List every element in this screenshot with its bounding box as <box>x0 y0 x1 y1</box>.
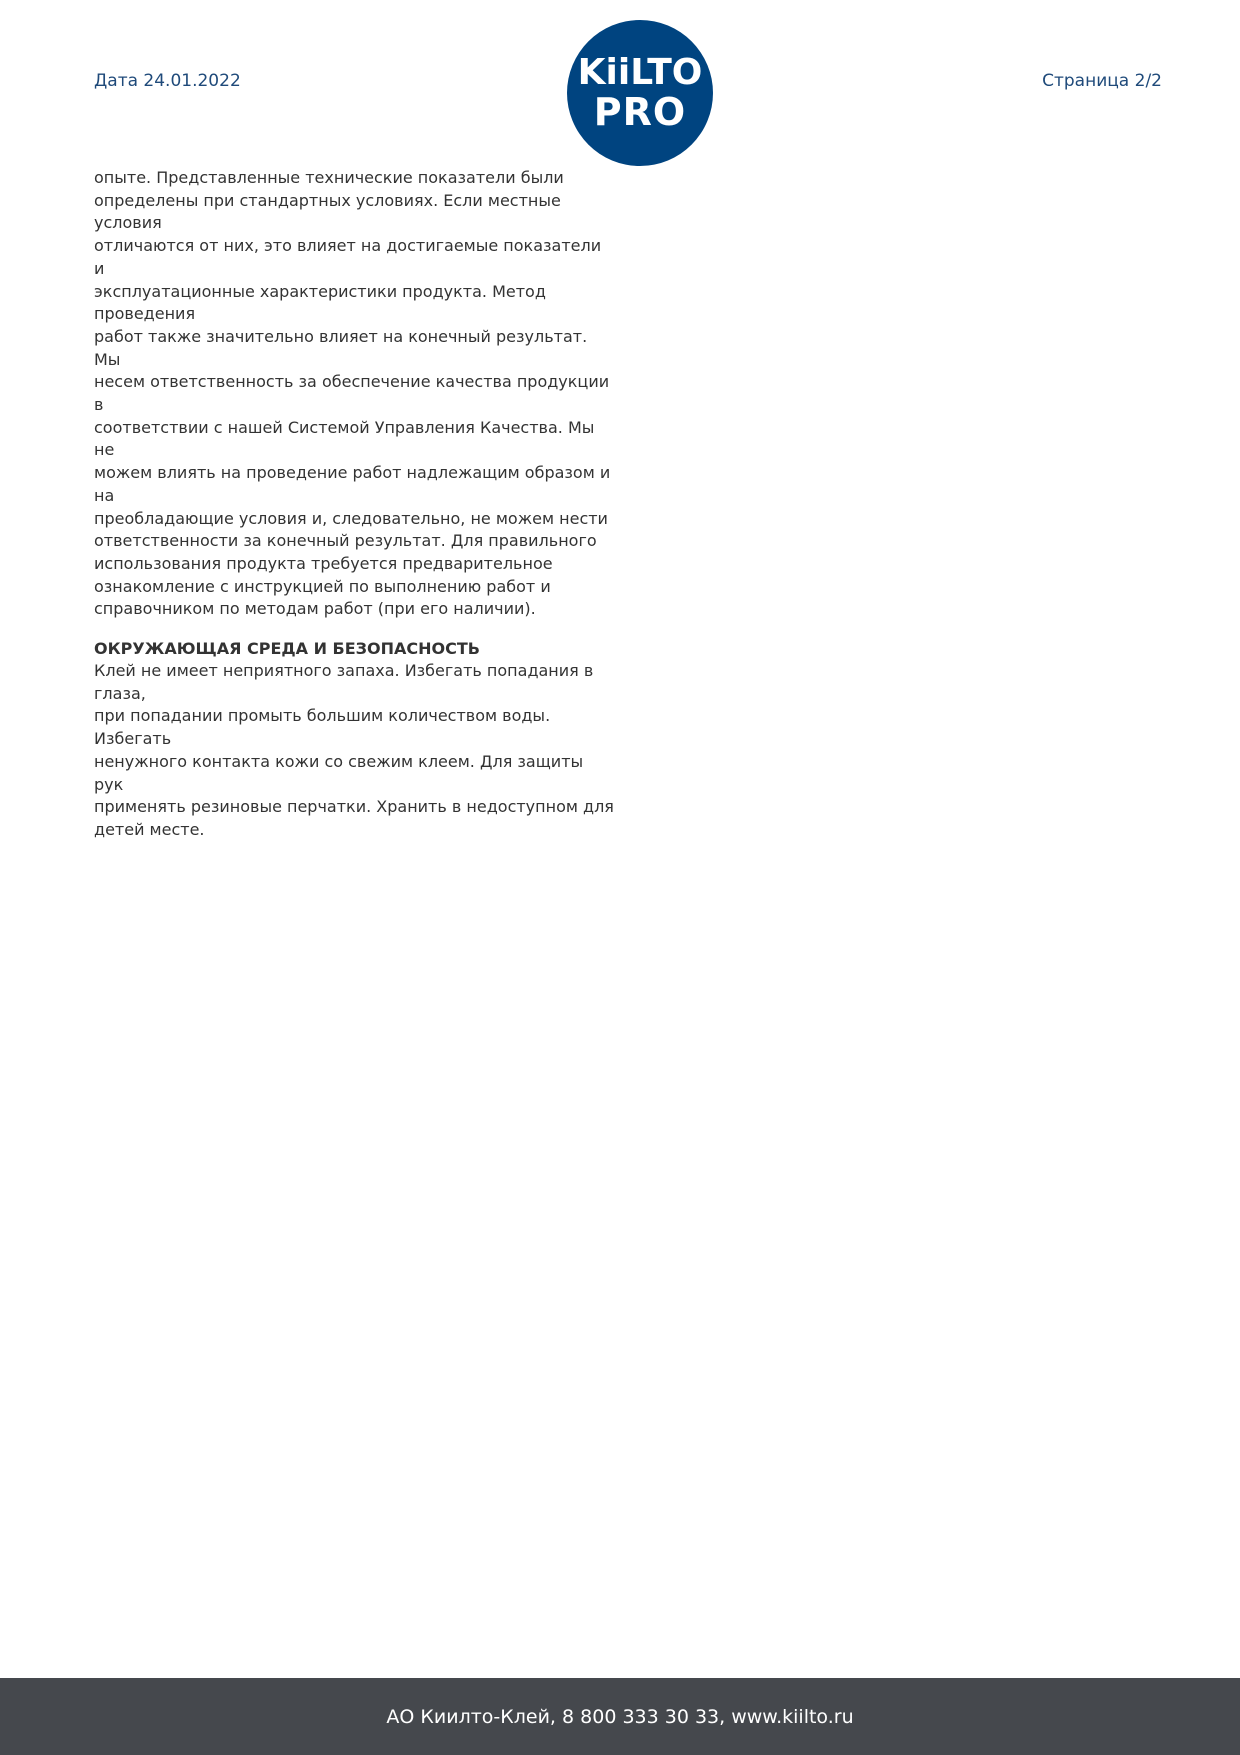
logo-text-line2: PRO <box>593 90 687 134</box>
footer-bar <box>0 1678 1240 1755</box>
body-paragraph-safety: Клей не имеет неприятного запаха. Избегать попадания в глаза, при попадании промыть большим количеством воды. Избегать ненужного контакта кожи со свежим клеем. Для защиты рук применять резиновые перчатки. Хранить в недоступном для детей месте. <box>94 661 614 839</box>
footer-contact-text: АО Киилто-Клей, 8 800 333 30 33, www.kiilto.ru <box>386 1705 854 1728</box>
page-number: Страница 2/2 <box>1042 71 1162 91</box>
section-heading-environment-safety: ОКРУЖАЮЩАЯ СРЕДА И БЕЗОПАСНОСТЬ <box>94 639 480 659</box>
logo-text-line1: KiiLTO <box>577 52 703 93</box>
document-body <box>94 167 614 842</box>
document-date: Дата 24.01.2022 <box>94 71 241 91</box>
body-paragraph-quality: опыте. Представленные технические показатели были определены при стандартных условиях. Если местные условия отличаются от них, это влияет на достигаемые показатели и эксплуатационные характеристики продукта. Метод проведения работ также значительно влияет на конечный результат. Мы несем ответственность за обеспечение качества продукции в соответствии с нашей Системой Управления Качества. Мы не можем влиять на проведение работ надлежащим образом и на преобладающие условия и, следовательно, не можем нести ответственности за конечный результат. Для правильного использования продукта требуется предварительное ознакомление с инструкцией по выполнению работ и справочником по методам работ (при его наличии). <box>94 168 611 619</box>
kiilto-pro-logo <box>567 20 713 166</box>
